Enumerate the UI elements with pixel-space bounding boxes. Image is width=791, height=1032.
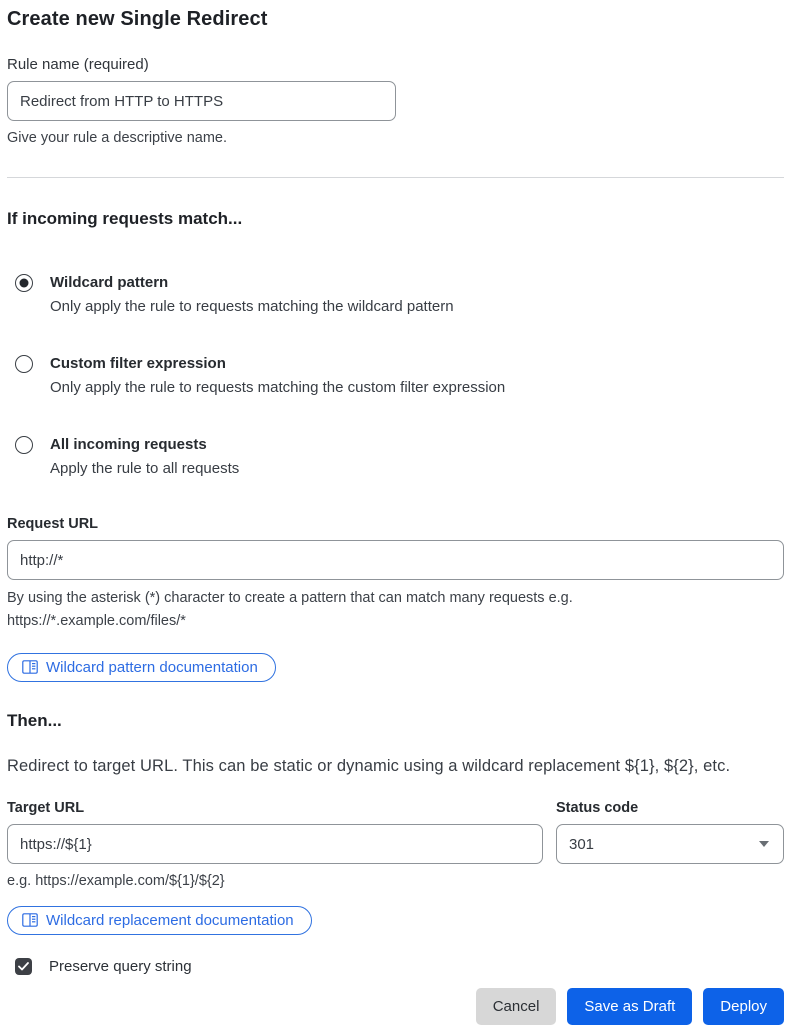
wildcard-pattern-docs-button[interactable] <box>7 653 276 682</box>
radio-description: Only apply the rule to requests matching the wildcard pattern <box>50 298 454 315</box>
request-url-input[interactable] <box>7 540 784 580</box>
radio-option-custom-filter[interactable] <box>7 354 784 398</box>
radio-label: Custom filter expression <box>50 355 226 372</box>
status-code-value: 301 <box>569 835 595 853</box>
save-as-draft-button[interactable]: Save as Draft <box>567 988 692 1025</box>
target-status-row <box>7 776 784 893</box>
deploy-button[interactable]: Deploy <box>703 988 784 1025</box>
book-icon <box>22 660 38 674</box>
rule-name-label: Rule name (required) <box>7 56 149 73</box>
doc-button-label: Wildcard pattern documentation <box>46 658 258 676</box>
radio-option-all-requests[interactable] <box>7 435 784 479</box>
request-url-label: Request URL <box>7 516 99 532</box>
checkbox-checked-icon[interactable] <box>15 958 32 975</box>
status-code-select[interactable] <box>556 824 784 864</box>
cancel-button[interactable]: Cancel <box>476 988 557 1025</box>
target-url-helper: e.g. https://example.com/${1}/${2} <box>7 873 225 889</box>
rule-name-input[interactable] <box>7 81 396 121</box>
radio-label: All incoming requests <box>50 436 207 453</box>
preserve-query-string-label: Preserve query string <box>49 958 192 975</box>
doc-button-label: Wildcard replacement documentation <box>46 911 294 929</box>
helper-line-2: https://*.example.com/files/* <box>7 613 186 629</box>
radio-unselected-icon[interactable] <box>15 436 33 454</box>
match-section-heading: If incoming requests match... <box>7 209 243 228</box>
then-section-heading: Then... <box>7 711 62 730</box>
target-url-input[interactable] <box>7 824 543 864</box>
radio-selected-icon[interactable] <box>15 274 33 292</box>
radio-label: Wildcard pattern <box>50 274 169 291</box>
target-url-label: Target URL <box>7 800 85 816</box>
page-title: Create new Single Redirect <box>7 8 268 30</box>
preserve-query-string-row[interactable] <box>7 958 784 975</box>
section-divider <box>7 177 784 178</box>
request-url-helper <box>7 587 784 633</box>
radio-description: Only apply the rule to requests matching the custom filter expression <box>50 379 506 396</box>
then-section-description: Redirect to target URL. This can be static or dynamic using a wildcard replacement ${1}, ${2}, etc. <box>7 757 731 775</box>
radio-unselected-icon[interactable] <box>15 355 33 373</box>
status-code-label: Status code <box>556 800 639 816</box>
helper-line-1: By using the asterisk (*) character to create a pattern that can match many requests e.g. <box>7 590 573 606</box>
match-type-radio-group <box>7 273 784 479</box>
rule-name-helper: Give your rule a descriptive name. <box>7 130 228 146</box>
form-actions <box>476 988 784 1025</box>
wildcard-replacement-docs-button[interactable] <box>7 906 312 935</box>
chevron-down-icon <box>759 841 769 847</box>
book-icon <box>22 913 38 927</box>
radio-description: Apply the rule to all requests <box>50 460 240 477</box>
checkmark-icon <box>18 962 29 971</box>
radio-option-wildcard-pattern[interactable] <box>7 273 784 317</box>
